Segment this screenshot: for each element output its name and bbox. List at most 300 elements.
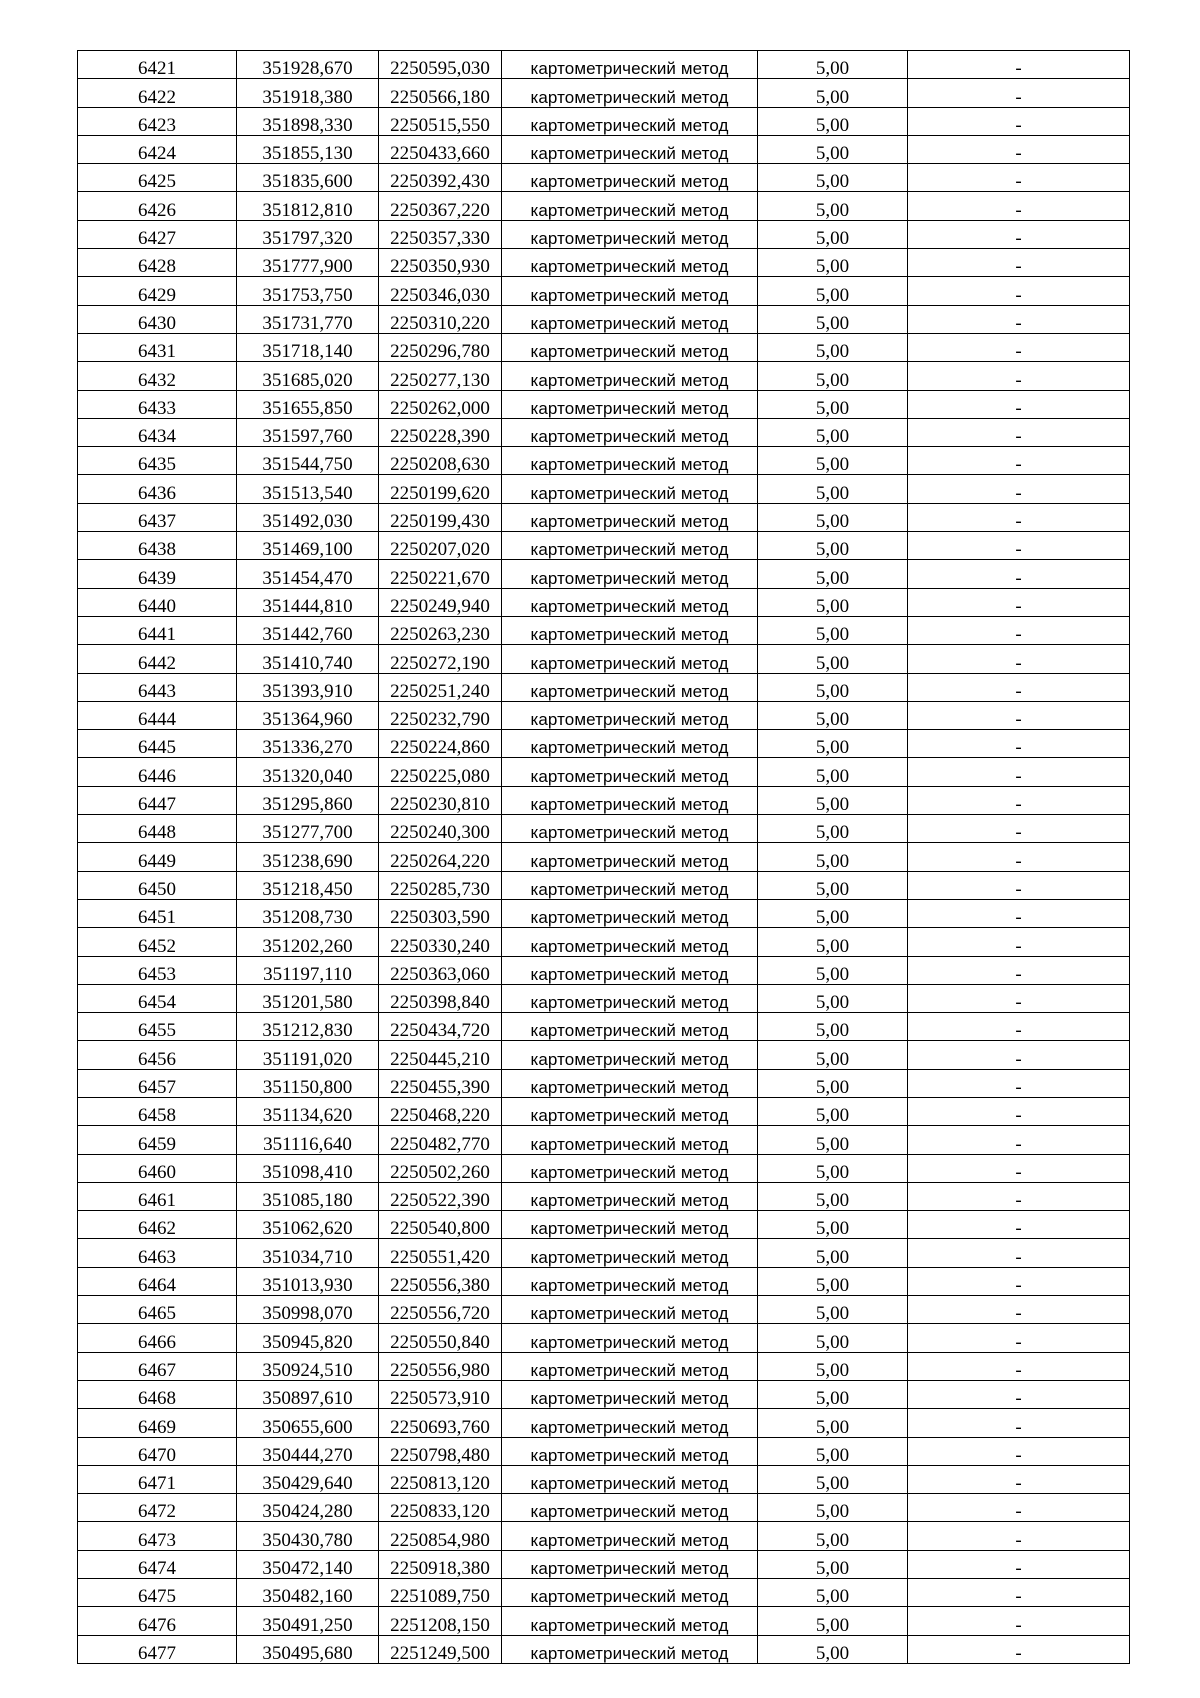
accuracy-cell: 5,00 — [758, 701, 908, 729]
description-cell: - — [908, 1494, 1130, 1522]
accuracy-cell: 5,00 — [758, 1522, 908, 1550]
point-number-cell: 6447 — [78, 786, 237, 814]
coordinate-y-cell: 2250224,860 — [379, 730, 502, 758]
coordinate-x-cell: 350491,250 — [237, 1607, 379, 1635]
point-number-cell: 6437 — [78, 503, 237, 531]
coordinate-x-cell: 350924,510 — [237, 1352, 379, 1380]
table-row — [78, 758, 1130, 786]
method-cell: картометрический метод — [502, 1267, 758, 1295]
point-number-cell: 6427 — [78, 220, 237, 248]
accuracy-cell: 5,00 — [758, 220, 908, 248]
coordinate-x-cell: 350472,140 — [237, 1550, 379, 1578]
accuracy-cell: 5,00 — [758, 871, 908, 899]
description-cell: - — [908, 1239, 1130, 1267]
point-number-cell: 6428 — [78, 249, 237, 277]
coordinate-y-cell: 2250398,840 — [379, 984, 502, 1012]
point-number-cell: 6432 — [78, 362, 237, 390]
accuracy-cell: 5,00 — [758, 1267, 908, 1295]
point-number-cell: 6475 — [78, 1579, 237, 1607]
coordinate-y-cell: 2250199,430 — [379, 503, 502, 531]
table-row — [78, 1579, 1130, 1607]
method-cell: картометрический метод — [502, 701, 758, 729]
coordinate-y-cell: 2250468,220 — [379, 1097, 502, 1125]
description-cell: - — [908, 1154, 1130, 1182]
coordinate-y-cell: 2250199,620 — [379, 475, 502, 503]
table-row — [78, 1239, 1130, 1267]
method-cell: картометрический метод — [502, 362, 758, 390]
accuracy-cell: 5,00 — [758, 135, 908, 163]
accuracy-cell: 5,00 — [758, 164, 908, 192]
accuracy-cell: 5,00 — [758, 362, 908, 390]
method-cell: картометрический метод — [502, 956, 758, 984]
coordinate-y-cell: 2250262,000 — [379, 390, 502, 418]
coordinate-y-cell: 2250813,120 — [379, 1465, 502, 1493]
coordinate-x-cell: 350945,820 — [237, 1324, 379, 1352]
point-number-cell: 6476 — [78, 1607, 237, 1635]
point-number-cell: 6445 — [78, 730, 237, 758]
table-row — [78, 418, 1130, 446]
coordinate-x-cell: 351197,110 — [237, 956, 379, 984]
description-cell: - — [908, 1324, 1130, 1352]
coordinate-x-cell: 351393,910 — [237, 673, 379, 701]
table-row — [78, 1154, 1130, 1182]
accuracy-cell: 5,00 — [758, 1494, 908, 1522]
description-cell: - — [908, 418, 1130, 446]
description-cell: - — [908, 107, 1130, 135]
coordinate-x-cell: 351410,740 — [237, 645, 379, 673]
coordinate-x-cell: 351454,470 — [237, 560, 379, 588]
point-number-cell: 6424 — [78, 135, 237, 163]
point-number-cell: 6421 — [78, 51, 237, 79]
description-cell: - — [908, 956, 1130, 984]
coordinate-x-cell: 351797,320 — [237, 220, 379, 248]
table-row — [78, 730, 1130, 758]
coordinate-y-cell: 2250263,230 — [379, 616, 502, 644]
point-number-cell: 6464 — [78, 1267, 237, 1295]
coordinate-x-cell: 351208,730 — [237, 899, 379, 927]
coordinate-y-cell: 2250346,030 — [379, 277, 502, 305]
table-row — [78, 1550, 1130, 1578]
coordinate-y-cell: 2250367,220 — [379, 192, 502, 220]
table-row — [78, 1635, 1130, 1663]
coordinates-table-body — [78, 51, 1130, 1664]
method-cell: картометрический метод — [502, 1607, 758, 1635]
accuracy-cell: 5,00 — [758, 956, 908, 984]
description-cell: - — [908, 1380, 1130, 1408]
point-number-cell: 6441 — [78, 616, 237, 644]
method-cell: картометрический метод — [502, 1437, 758, 1465]
description-cell: - — [908, 616, 1130, 644]
description-cell: - — [908, 730, 1130, 758]
point-number-cell: 6468 — [78, 1380, 237, 1408]
method-cell: картометрический метод — [502, 1579, 758, 1607]
coordinate-x-cell: 350430,780 — [237, 1522, 379, 1550]
description-cell: - — [908, 560, 1130, 588]
description-cell: - — [908, 1352, 1130, 1380]
table-row — [78, 1522, 1130, 1550]
coordinate-y-cell: 2250296,780 — [379, 333, 502, 361]
method-cell: картометрический метод — [502, 135, 758, 163]
coordinate-x-cell: 351442,760 — [237, 616, 379, 644]
coordinate-x-cell: 351277,700 — [237, 815, 379, 843]
point-number-cell: 6477 — [78, 1635, 237, 1663]
method-cell: картометрический метод — [502, 1182, 758, 1210]
table-row — [78, 51, 1130, 79]
description-cell: - — [908, 220, 1130, 248]
accuracy-cell: 5,00 — [758, 333, 908, 361]
table-row — [78, 1182, 1130, 1210]
description-cell: - — [908, 135, 1130, 163]
table-row — [78, 192, 1130, 220]
description-cell: - — [908, 1437, 1130, 1465]
coordinate-x-cell: 351034,710 — [237, 1239, 379, 1267]
method-cell: картометрический метод — [502, 871, 758, 899]
coordinate-y-cell: 2250455,390 — [379, 1069, 502, 1097]
table-row — [78, 475, 1130, 503]
description-cell: - — [908, 1126, 1130, 1154]
point-number-cell: 6467 — [78, 1352, 237, 1380]
coordinate-x-cell: 351238,690 — [237, 843, 379, 871]
method-cell: картометрический метод — [502, 1635, 758, 1663]
method-cell: картометрический метод — [502, 560, 758, 588]
point-number-cell: 6451 — [78, 899, 237, 927]
coordinate-y-cell: 2250330,240 — [379, 928, 502, 956]
coordinate-x-cell: 351191,020 — [237, 1041, 379, 1069]
coordinate-x-cell: 350897,610 — [237, 1380, 379, 1408]
coordinate-y-cell: 2250208,630 — [379, 447, 502, 475]
method-cell: картометрический метод — [502, 673, 758, 701]
coordinate-x-cell: 351928,670 — [237, 51, 379, 79]
table-row — [78, 701, 1130, 729]
method-cell: картометрический метод — [502, 1522, 758, 1550]
table-row — [78, 1352, 1130, 1380]
table-row — [78, 1409, 1130, 1437]
accuracy-cell: 5,00 — [758, 1013, 908, 1041]
point-number-cell: 6457 — [78, 1069, 237, 1097]
point-number-cell: 6440 — [78, 588, 237, 616]
description-cell: - — [908, 1522, 1130, 1550]
description-cell: - — [908, 1211, 1130, 1239]
description-cell: - — [908, 1041, 1130, 1069]
description-cell: - — [908, 192, 1130, 220]
coordinate-x-cell: 351085,180 — [237, 1182, 379, 1210]
method-cell: картометрический метод — [502, 1097, 758, 1125]
coordinate-x-cell: 351212,830 — [237, 1013, 379, 1041]
accuracy-cell: 5,00 — [758, 1296, 908, 1324]
coordinate-x-cell: 350429,640 — [237, 1465, 379, 1493]
accuracy-cell: 5,00 — [758, 1211, 908, 1239]
method-cell: картометрический метод — [502, 928, 758, 956]
coordinate-x-cell: 351731,770 — [237, 305, 379, 333]
method-cell: картометрический метод — [502, 447, 758, 475]
method-cell: картометрический метод — [502, 645, 758, 673]
table-row — [78, 616, 1130, 644]
accuracy-cell: 5,00 — [758, 1126, 908, 1154]
description-cell: - — [908, 1097, 1130, 1125]
table-row — [78, 560, 1130, 588]
coordinate-y-cell: 2250556,980 — [379, 1352, 502, 1380]
coordinate-y-cell: 2250285,730 — [379, 871, 502, 899]
table-row — [78, 956, 1130, 984]
coordinate-y-cell: 2250264,220 — [379, 843, 502, 871]
method-cell: картометрический метод — [502, 192, 758, 220]
point-number-cell: 6472 — [78, 1494, 237, 1522]
accuracy-cell: 5,00 — [758, 899, 908, 927]
description-cell: - — [908, 1267, 1130, 1295]
coordinate-y-cell: 2250854,980 — [379, 1522, 502, 1550]
accuracy-cell: 5,00 — [758, 758, 908, 786]
coordinate-x-cell: 350495,680 — [237, 1635, 379, 1663]
table-row — [78, 843, 1130, 871]
coordinate-x-cell: 351918,380 — [237, 79, 379, 107]
coordinate-x-cell: 350482,160 — [237, 1579, 379, 1607]
accuracy-cell: 5,00 — [758, 588, 908, 616]
method-cell: картометрический метод — [502, 1013, 758, 1041]
table-row — [78, 447, 1130, 475]
description-cell: - — [908, 333, 1130, 361]
point-number-cell: 6439 — [78, 560, 237, 588]
coordinate-x-cell: 351364,960 — [237, 701, 379, 729]
coordinate-x-cell: 351202,260 — [237, 928, 379, 956]
point-number-cell: 6448 — [78, 815, 237, 843]
table-row — [78, 928, 1130, 956]
coordinate-y-cell: 2250595,030 — [379, 51, 502, 79]
method-cell: картометрический метод — [502, 390, 758, 418]
coordinate-y-cell: 2250693,760 — [379, 1409, 502, 1437]
coordinate-y-cell: 2250833,120 — [379, 1494, 502, 1522]
coordinate-y-cell: 2250310,220 — [379, 305, 502, 333]
method-cell: картометрический метод — [502, 899, 758, 927]
point-number-cell: 6438 — [78, 532, 237, 560]
accuracy-cell: 5,00 — [758, 786, 908, 814]
point-number-cell: 6466 — [78, 1324, 237, 1352]
method-cell: картометрический метод — [502, 1126, 758, 1154]
table-row — [78, 588, 1130, 616]
coordinate-y-cell: 2250556,720 — [379, 1296, 502, 1324]
coordinate-x-cell: 351777,900 — [237, 249, 379, 277]
point-number-cell: 6470 — [78, 1437, 237, 1465]
point-number-cell: 6463 — [78, 1239, 237, 1267]
description-cell: - — [908, 1182, 1130, 1210]
coordinate-y-cell: 2250556,380 — [379, 1267, 502, 1295]
point-number-cell: 6444 — [78, 701, 237, 729]
accuracy-cell: 5,00 — [758, 503, 908, 531]
table-row — [78, 1267, 1130, 1295]
method-cell: картометрический метод — [502, 1380, 758, 1408]
table-row — [78, 1296, 1130, 1324]
coordinate-x-cell: 351544,750 — [237, 447, 379, 475]
description-cell: - — [908, 1296, 1130, 1324]
description-cell: - — [908, 588, 1130, 616]
method-cell: картометрический метод — [502, 1296, 758, 1324]
accuracy-cell: 5,00 — [758, 1607, 908, 1635]
coordinate-x-cell: 350655,600 — [237, 1409, 379, 1437]
coordinate-x-cell: 351655,850 — [237, 390, 379, 418]
method-cell: картометрический метод — [502, 249, 758, 277]
coordinate-x-cell: 351444,810 — [237, 588, 379, 616]
description-cell: - — [908, 843, 1130, 871]
table-row — [78, 1465, 1130, 1493]
table-row — [78, 899, 1130, 927]
accuracy-cell: 5,00 — [758, 1409, 908, 1437]
accuracy-cell: 5,00 — [758, 1465, 908, 1493]
accuracy-cell: 5,00 — [758, 1352, 908, 1380]
coordinate-x-cell: 351295,860 — [237, 786, 379, 814]
table-row — [78, 871, 1130, 899]
coordinate-x-cell: 351062,620 — [237, 1211, 379, 1239]
method-cell: картометрический метод — [502, 79, 758, 107]
accuracy-cell: 5,00 — [758, 277, 908, 305]
description-cell: - — [908, 758, 1130, 786]
point-number-cell: 6443 — [78, 673, 237, 701]
description-cell: - — [908, 928, 1130, 956]
coordinate-y-cell: 2250225,080 — [379, 758, 502, 786]
accuracy-cell: 5,00 — [758, 249, 908, 277]
description-cell: - — [908, 164, 1130, 192]
accuracy-cell: 5,00 — [758, 1069, 908, 1097]
table-row — [78, 532, 1130, 560]
coordinate-x-cell: 351469,100 — [237, 532, 379, 560]
accuracy-cell: 5,00 — [758, 475, 908, 503]
method-cell: картометрический метод — [502, 51, 758, 79]
coordinates-table — [77, 50, 1130, 1664]
point-number-cell: 6433 — [78, 390, 237, 418]
method-cell: картометрический метод — [502, 418, 758, 446]
description-cell: - — [908, 815, 1130, 843]
method-cell: картометрический метод — [502, 503, 758, 531]
coordinate-y-cell: 2250357,330 — [379, 220, 502, 248]
coordinate-x-cell: 351812,810 — [237, 192, 379, 220]
coordinate-y-cell: 2251249,500 — [379, 1635, 502, 1663]
method-cell: картометрический метод — [502, 164, 758, 192]
coordinate-y-cell: 2250363,060 — [379, 956, 502, 984]
description-cell: - — [908, 79, 1130, 107]
description-cell: - — [908, 871, 1130, 899]
method-cell: картометрический метод — [502, 1494, 758, 1522]
coordinate-x-cell: 351597,760 — [237, 418, 379, 446]
accuracy-cell: 5,00 — [758, 928, 908, 956]
coordinate-y-cell: 2251208,150 — [379, 1607, 502, 1635]
coordinate-x-cell: 351320,040 — [237, 758, 379, 786]
accuracy-cell: 5,00 — [758, 1154, 908, 1182]
coordinate-y-cell: 2250272,190 — [379, 645, 502, 673]
table-row — [78, 645, 1130, 673]
accuracy-cell: 5,00 — [758, 645, 908, 673]
coordinate-y-cell: 2250392,430 — [379, 164, 502, 192]
accuracy-cell: 5,00 — [758, 1182, 908, 1210]
method-cell: картометрический метод — [502, 1239, 758, 1267]
description-cell: - — [908, 447, 1130, 475]
method-cell: картометрический метод — [502, 1550, 758, 1578]
description-cell: - — [908, 701, 1130, 729]
description-cell: - — [908, 249, 1130, 277]
table-row — [78, 1607, 1130, 1635]
accuracy-cell: 5,00 — [758, 1635, 908, 1663]
table-row — [78, 305, 1130, 333]
coordinate-x-cell: 351098,410 — [237, 1154, 379, 1182]
method-cell: картометрический метод — [502, 277, 758, 305]
coordinate-x-cell: 351753,750 — [237, 277, 379, 305]
coordinate-y-cell: 2250573,910 — [379, 1380, 502, 1408]
description-cell: - — [908, 1409, 1130, 1437]
coordinate-x-cell: 351150,800 — [237, 1069, 379, 1097]
table-row — [78, 1380, 1130, 1408]
table-row — [78, 786, 1130, 814]
description-cell: - — [908, 277, 1130, 305]
point-number-cell: 6474 — [78, 1550, 237, 1578]
coordinate-y-cell: 2250249,940 — [379, 588, 502, 616]
coordinate-y-cell: 2250918,380 — [379, 1550, 502, 1578]
point-number-cell: 6442 — [78, 645, 237, 673]
accuracy-cell: 5,00 — [758, 1097, 908, 1125]
method-cell: картометрический метод — [502, 1041, 758, 1069]
point-number-cell: 6473 — [78, 1522, 237, 1550]
point-number-cell: 6430 — [78, 305, 237, 333]
coordinate-y-cell: 2250232,790 — [379, 701, 502, 729]
method-cell: картометрический метод — [502, 984, 758, 1012]
coordinate-y-cell: 2250566,180 — [379, 79, 502, 107]
table-row — [78, 249, 1130, 277]
description-cell: - — [908, 1635, 1130, 1663]
point-number-cell: 6469 — [78, 1409, 237, 1437]
point-number-cell: 6431 — [78, 333, 237, 361]
point-number-cell: 6462 — [78, 1211, 237, 1239]
point-number-cell: 6422 — [78, 79, 237, 107]
method-cell: картометрический метод — [502, 532, 758, 560]
point-number-cell: 6465 — [78, 1296, 237, 1324]
point-number-cell: 6456 — [78, 1041, 237, 1069]
table-row — [78, 220, 1130, 248]
coordinate-x-cell: 351898,330 — [237, 107, 379, 135]
coordinate-y-cell: 2250207,020 — [379, 532, 502, 560]
coordinate-x-cell: 351718,140 — [237, 333, 379, 361]
table-row — [78, 390, 1130, 418]
table-row — [78, 1097, 1130, 1125]
point-number-cell: 6436 — [78, 475, 237, 503]
accuracy-cell: 5,00 — [758, 447, 908, 475]
point-number-cell: 6471 — [78, 1465, 237, 1493]
point-number-cell: 6455 — [78, 1013, 237, 1041]
point-number-cell: 6452 — [78, 928, 237, 956]
table-row — [78, 79, 1130, 107]
table-row — [78, 1211, 1130, 1239]
description-cell: - — [908, 532, 1130, 560]
method-cell: картометрический метод — [502, 1352, 758, 1380]
description-cell: - — [908, 51, 1130, 79]
point-number-cell: 6454 — [78, 984, 237, 1012]
table-row — [78, 107, 1130, 135]
accuracy-cell: 5,00 — [758, 1437, 908, 1465]
point-number-cell: 6458 — [78, 1097, 237, 1125]
coordinate-y-cell: 2250240,300 — [379, 815, 502, 843]
method-cell: картометрический метод — [502, 220, 758, 248]
method-cell: картометрический метод — [502, 1069, 758, 1097]
point-number-cell: 6446 — [78, 758, 237, 786]
method-cell: картометрический метод — [502, 1465, 758, 1493]
method-cell: картометрический метод — [502, 1324, 758, 1352]
accuracy-cell: 5,00 — [758, 1380, 908, 1408]
coordinate-y-cell: 2250350,930 — [379, 249, 502, 277]
coordinate-y-cell: 2250277,130 — [379, 362, 502, 390]
coordinate-y-cell: 2250551,420 — [379, 1239, 502, 1267]
table-row — [78, 164, 1130, 192]
table-row — [78, 1041, 1130, 1069]
point-number-cell: 6434 — [78, 418, 237, 446]
coordinate-x-cell: 351492,030 — [237, 503, 379, 531]
coordinate-x-cell: 350998,070 — [237, 1296, 379, 1324]
point-number-cell: 6425 — [78, 164, 237, 192]
method-cell: картометрический метод — [502, 588, 758, 616]
